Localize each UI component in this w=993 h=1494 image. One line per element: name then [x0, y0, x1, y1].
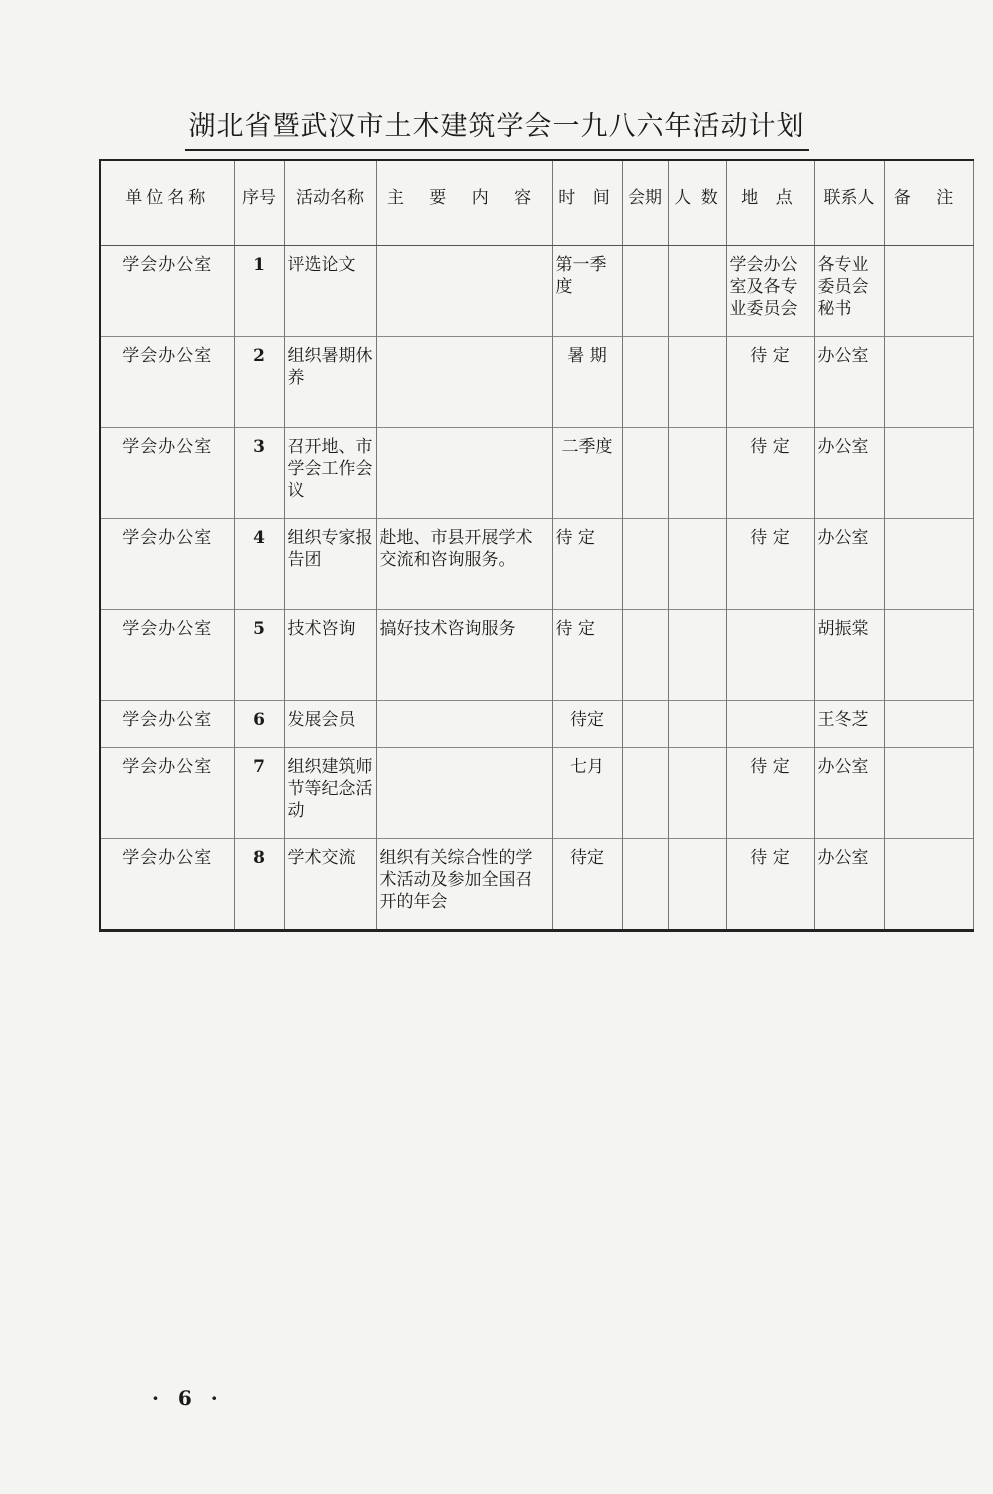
header-people: 人 数 [668, 160, 726, 246]
cell-duration [622, 337, 668, 428]
cell-activity: 组织暑期休养 [284, 337, 376, 428]
cell-seq: 3 [234, 428, 284, 519]
table-row [100, 610, 973, 701]
header-time: 时 间 [552, 160, 622, 246]
cell-contact: 办公室 [814, 428, 884, 519]
cell-place: 学会办公室及各专业委员会 [726, 246, 814, 337]
header-contact: 联系人 [814, 160, 884, 246]
cell-people [668, 610, 726, 701]
cell-remark [884, 246, 973, 337]
cell-contact: 各专业委员会秘书 [814, 246, 884, 337]
cell-seq: 1 [234, 246, 284, 337]
cell-unit: 学会办公室 [100, 519, 234, 610]
cell-unit: 学会办公室 [100, 246, 234, 337]
cell-contact: 胡振棠 [814, 610, 884, 701]
table-row [100, 839, 973, 931]
table-row [100, 748, 973, 839]
cell-remark [884, 610, 973, 701]
cell-place: 待 定 [726, 748, 814, 839]
cell-people [668, 428, 726, 519]
cell-unit: 学会办公室 [100, 610, 234, 701]
document-title [0, 104, 993, 151]
table-row [100, 428, 973, 519]
cell-remark [884, 428, 973, 519]
cell-people [668, 246, 726, 337]
cell-remark [884, 839, 973, 931]
cell-time: 待 定 [552, 519, 622, 610]
cell-unit: 学会办公室 [100, 748, 234, 839]
cell-contact: 王冬芝 [814, 701, 884, 748]
cell-content [376, 428, 552, 519]
cell-duration [622, 428, 668, 519]
cell-people [668, 839, 726, 931]
header-remark: 备 注 [884, 160, 973, 246]
table-row [100, 337, 973, 428]
cell-people [668, 701, 726, 748]
cell-seq: 5 [234, 610, 284, 701]
cell-content [376, 246, 552, 337]
activity-plan-table [99, 159, 974, 932]
cell-contact: 办公室 [814, 519, 884, 610]
cell-remark [884, 701, 973, 748]
cell-seq: 4 [234, 519, 284, 610]
table-row [100, 701, 973, 748]
cell-seq: 8 [234, 839, 284, 931]
cell-content: 赴地、市县开展学术交流和咨询服务。 [376, 519, 552, 610]
cell-duration [622, 246, 668, 337]
table-row [100, 519, 973, 610]
cell-time: 待定 [552, 701, 622, 748]
cell-unit: 学会办公室 [100, 428, 234, 519]
page-number: · 6 · [152, 1386, 224, 1410]
title-text: 湖北省暨武汉市土木建筑学会一九八六年活动计划 [185, 104, 809, 151]
cell-unit: 学会办公室 [100, 701, 234, 748]
cell-remark [884, 748, 973, 839]
cell-duration [622, 701, 668, 748]
cell-time: 待定 [552, 839, 622, 931]
header-seq: 序号 [234, 160, 284, 246]
cell-time: 二季度 [552, 428, 622, 519]
cell-place: 待 定 [726, 337, 814, 428]
cell-content [376, 337, 552, 428]
cell-people [668, 337, 726, 428]
cell-seq: 6 [234, 701, 284, 748]
cell-activity: 评选论文 [284, 246, 376, 337]
header-content: 主 要 内 容 [376, 160, 552, 246]
cell-duration [622, 748, 668, 839]
table-header-row [100, 160, 973, 246]
cell-remark [884, 337, 973, 428]
cell-seq: 7 [234, 748, 284, 839]
cell-activity: 组织专家报告团 [284, 519, 376, 610]
cell-activity: 发展会员 [284, 701, 376, 748]
cell-place [726, 610, 814, 701]
cell-place: 待 定 [726, 519, 814, 610]
cell-duration [622, 610, 668, 701]
header-place: 地 点 [726, 160, 814, 246]
cell-activity: 学术交流 [284, 839, 376, 931]
cell-time: 第一季度 [552, 246, 622, 337]
cell-content: 组织有关综合性的学术活动及参加全国召开的年会 [376, 839, 552, 931]
table-row [100, 246, 973, 337]
cell-time: 待 定 [552, 610, 622, 701]
cell-time: 七月 [552, 748, 622, 839]
header-duration: 会期 [622, 160, 668, 246]
cell-duration [622, 839, 668, 931]
cell-contact: 办公室 [814, 337, 884, 428]
cell-time: 暑 期 [552, 337, 622, 428]
cell-people [668, 519, 726, 610]
cell-contact: 办公室 [814, 839, 884, 931]
cell-place: 待 定 [726, 839, 814, 931]
cell-contact: 办公室 [814, 748, 884, 839]
cell-people [668, 748, 726, 839]
cell-activity: 技术咨询 [284, 610, 376, 701]
cell-content [376, 748, 552, 839]
header-activity: 活动名称 [284, 160, 376, 246]
cell-place [726, 701, 814, 748]
cell-activity: 组织建筑师节等纪念活动 [284, 748, 376, 839]
header-unit: 单位名称 [100, 160, 234, 246]
cell-content: 搞好技术咨询服务 [376, 610, 552, 701]
cell-seq: 2 [234, 337, 284, 428]
cell-unit: 学会办公室 [100, 839, 234, 931]
cell-duration [622, 519, 668, 610]
cell-content [376, 701, 552, 748]
cell-place: 待 定 [726, 428, 814, 519]
cell-activity: 召开地、市学会工作会议 [284, 428, 376, 519]
cell-remark [884, 519, 973, 610]
cell-unit: 学会办公室 [100, 337, 234, 428]
